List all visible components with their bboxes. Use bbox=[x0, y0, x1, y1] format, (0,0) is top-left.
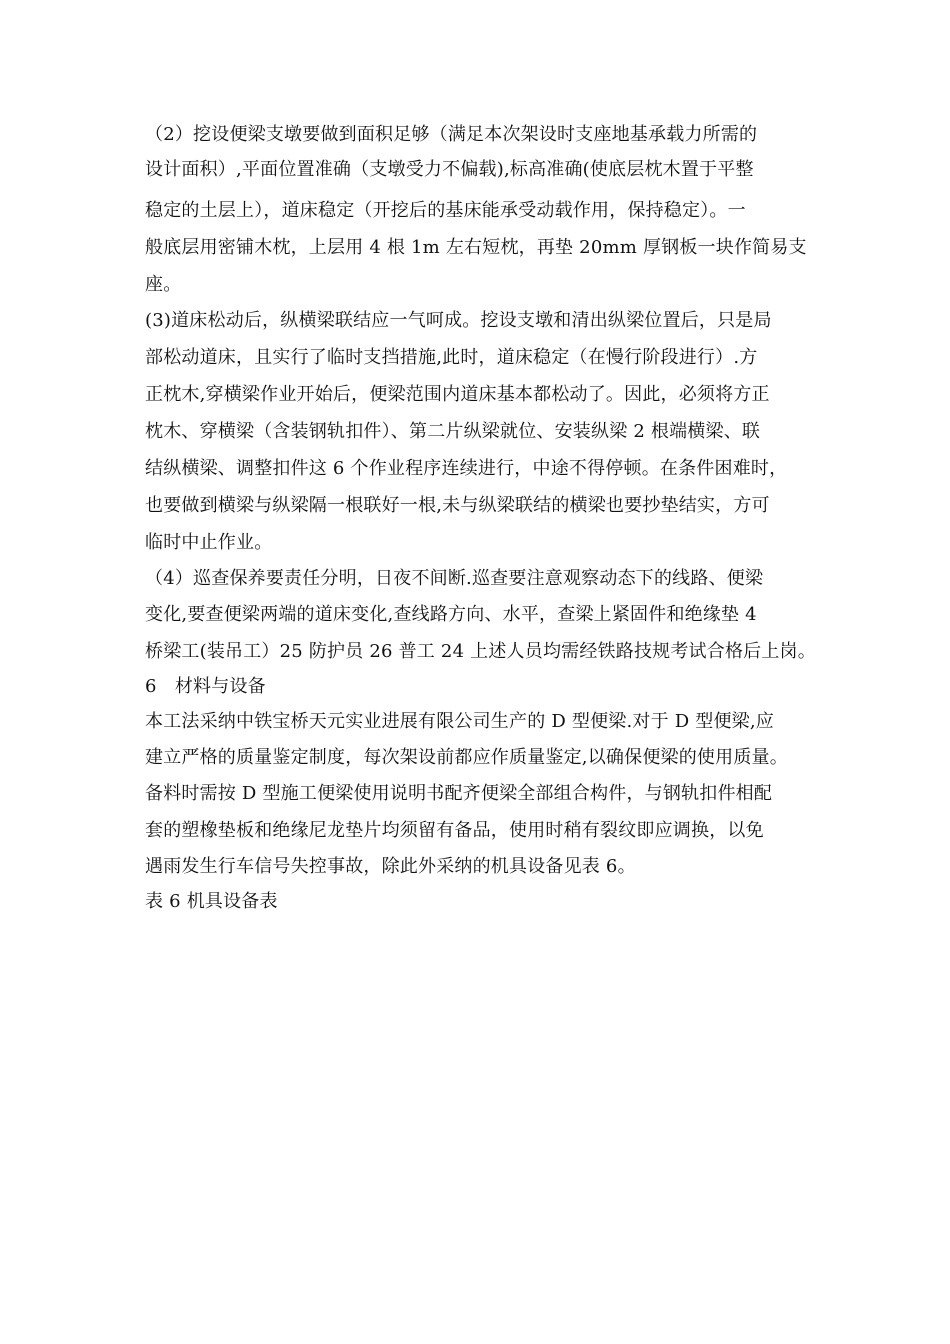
text-line: 变化,要查便梁两端的道床变化,查线路方向、水平，查梁上紧固件和绝缘垫 4 bbox=[145, 604, 757, 625]
text-line: （2）挖设便梁支墩要做到面积足够（满足本次架设时支座地基承载力所需的 bbox=[145, 124, 758, 145]
table-caption: 表 6 机具设备表 bbox=[145, 891, 278, 912]
text-line: 设计面积）,平面位置准确（支墩受力不偏载),标高准确(使底层枕木置于平整 bbox=[145, 159, 754, 180]
text-line: 枕木、穿横梁（含装钢轨扣件）、第二片纵梁就位、安装纵梁 2 根端横梁、联 bbox=[145, 421, 761, 442]
text-line: 部松动道床，且实行了临时支挡措施,此时，道床稳定（在慢行阶段进行）.方 bbox=[145, 347, 758, 368]
text-line: 般底层用密铺木枕，上层用 4 根 1m 左右短枕，再垫 20mm 厚钢板一块作简易支 bbox=[145, 237, 807, 258]
section-heading: 6 材料与设备 bbox=[145, 676, 266, 697]
text-line: 座。 bbox=[145, 274, 182, 295]
text-line: 套的塑橡垫板和绝缘尼龙垫片均须留有备品，使用时稍有裂纹即应调换，以免 bbox=[145, 820, 764, 841]
text-line: 结纵横梁、调整扣件这 6 个作业程序连续进行，中途不得停顿。在条件困难时， bbox=[145, 458, 788, 479]
text-line: 桥梁工(装吊工）25 防护员 26 普工 24 上述人员均需经铁路技规考试合格后上岗。 bbox=[145, 641, 816, 662]
text-line: 正枕木,穿横梁作业开始后，便梁范围内道床基本都松动了。因此，必须将方正 bbox=[145, 384, 770, 405]
text-line: 建立严格的质量鉴定制度，每次架设前都应作质量鉴定,以确保便梁的使用质量。 bbox=[145, 747, 788, 768]
text-line: 备料时需按 D 型施工便梁使用说明书配齐便梁全部组合构件，与钢轨扣件相配 bbox=[145, 783, 773, 804]
text-line: 稳定的土层上），道床稳定（开挖后的基床能承受动载作用，保持稳定）。一 bbox=[145, 200, 746, 221]
text-line: 遇雨发生行车信号失控事故，除此外采纳的机具设备见表 6。 bbox=[145, 856, 636, 877]
text-line: 本工法采纳中铁宝桥天元实业进展有限公司生产的 D 型便梁.对于 D 型便梁,应 bbox=[145, 711, 774, 732]
text-line: 也要做到横梁与纵梁隔一根联好一根,未与纵梁联结的横梁也要抄垫结实，方可 bbox=[145, 495, 770, 516]
text-line: (3)道床松动后，纵横梁联结应一气呵成。挖设支墩和清出纵梁位置后，只是局 bbox=[145, 310, 772, 331]
text-line: 临时中止作业。 bbox=[145, 532, 273, 553]
text-line: （4）巡查保养要责任分明，日夜不间断.巡查要注意观察动态下的线路、便梁 bbox=[145, 568, 764, 589]
